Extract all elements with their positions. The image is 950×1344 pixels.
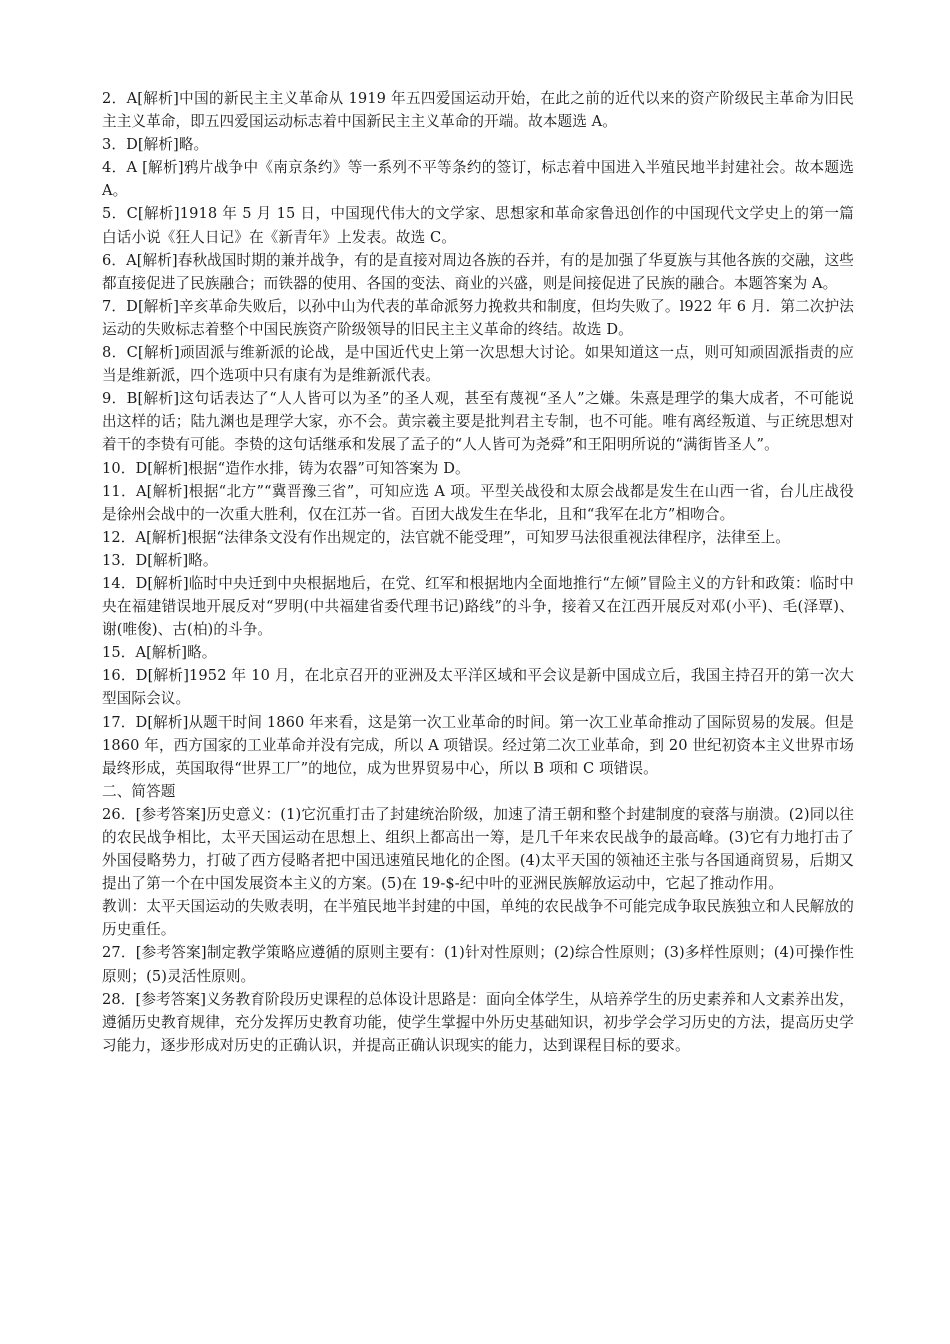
section-heading-short-answer: 二、简答题 [102, 782, 176, 800]
answer-26-lesson: 教训：太平天国运动的失败表明，在半殖民地半封建的中国，单纯的农民战争不可能完成争取民族独立和人民解放的历史重任。 [102, 898, 854, 939]
answer-4: 4．A [解析]鸦片战争中《南京条约》等一系列不平等条约的签订，标志着中国进入半殖民地半封建社会。故本题选 A。 [102, 159, 854, 200]
answer-10: 10．D[解析]根据“造作水排，铸为农器”可知答案为 D。 [102, 459, 470, 477]
answer-13: 13．D[解析]略。 [102, 551, 218, 569]
answer-16: 16．D[解析]1952 年 10 月，在北京召开的亚洲及太平洋区域和平会议是新中国成立后，我国主持召开的第一次大型国际会议。 [102, 667, 854, 708]
answer-26: 26．[参考答案]历史意义：(1)它沉重打击了封建统治阶级，加速了清王朝和整个封建制度的衰落与崩溃。(2)同以往的农民战争相比，太平天国运动在思想上、组织上都高出一筹，是几千年来农民战争的最高峰。(3)它有力地打击了外国侵略势力，打破了西方侵略者把中国迅速殖民地化的企图。(4)太平天国的领袖还主张与各国通商贸易，后期又提出了第一个在中国发展资本主义的方案。(5)在 19-$-纪中叶的亚洲民族解放运动中，它起了推动作用。 [102, 805, 854, 893]
answer-7: 7．D[解析]辛亥革命失败后，以孙中山为代表的革命派努力挽救共和制度，但均失败了。l922 年 6 月．第二次护法运动的失败标志着整个中国民族资产阶级领导的旧民主主义革命的终结。故选 D。 [102, 297, 854, 338]
answer-15: 15．A[解析]略。 [102, 644, 217, 662]
answer-17: 17．D[解析]从题干时间 1860 年来看，这是第一次工业革命的时间。第一次工业革命推动了国际贸易的发展。但是 1860 年，西方国家的工业革命并没有完成，所以 A 项错误。经过第二次工业革命，到 20 世纪初资本主义世界市场最终形成，英国取得“世界工厂”的地位，成为世界贸易中心，所以 B 项和 C 项错误。 [102, 713, 854, 777]
answer-9: 9．B[解析]这句话表达了“人人皆可以为圣”的圣人观，甚至有蔑视“圣人”之嫌。朱熹是理学的集大成者，不可能说出这样的话；陆九渊也是理学大家，亦不会。黄宗羲主要是批判君主专制，也不可能。唯有离经叛道、与正统思想对着干的李贽有可能。李贽的这句话继承和发展了孟子的“人人皆可为尧舜”和王阳明所说的“满街皆圣人”。 [102, 390, 854, 454]
answer-12: 12．A[解析]根据“法律条文没有作出规定的，法官就不能受理”，可知罗马法很重视法律程序，法律至上。 [102, 528, 790, 546]
answer-11: 11．A[解析]根据“北方”“冀晋豫三省”，可知应选 A 项。平型关战役和太原会战都是发生在山西一省，台儿庄战役是徐州会战中的一次重大胜利，仅在江苏一省。百团大战发生在华北，且和“我军在北方”相吻合。 [102, 482, 854, 523]
answer-28: 28．[参考答案]义务教育阶段历史课程的总体设计思路是：面向全体学生，从培养学生的历史素养和人文素养出发，遵循历史教育规律，充分发挥历史教育功能，使学生掌握中外历史基础知识，初步学会学习历史的方法，提高历史学习能力，逐步形成对历史的正确认识，并提高正确认识现实的能力，达到课程目标的要求。 [102, 990, 854, 1054]
answer-5: 5．C[解析]1918 年 5 月 15 日，中国现代伟大的文学家、思想家和革命家鲁迅创作的中国现代文学史上的第一篇白话小说《狂人日记》在《新青年》上发表。故选 C。 [102, 205, 854, 246]
answer-8: 8．C[解析]顽固派与维新派的论战，是中国近代史上第一次思想大讨论。如果知道这一点，则可知顽固派指责的应当是维新派，四个选项中只有康有为是维新派代表。 [102, 344, 854, 385]
answer-14: 14．D[解析]临时中央迁到中央根据地后，在党、红军和根据地内全面地推行“左倾”冒险主义的方针和政策：临时中央在福建错误地开展反对“罗明(中共福建省委代理书记)路线”的斗争，接着又在江西开展反对邓(小平)、毛(泽覃)、谢(唯俊)、古(柏)的斗争。 [102, 574, 854, 639]
answer-3: 3．D[解析]略。 [102, 136, 209, 154]
answer-27: 27．[参考答案]制定教学策略应遵循的原则主要有：(1)针对性原则；(2)综合性原则；(3)多样性原则；(4)可操作性原则；(5)灵活性原则。 [102, 944, 854, 985]
answer-text-block [102, 87, 854, 1057]
answer-2: 2．A[解析]中国的新民主主义革命从 1919 年五四爱国运动开始，在此之前的近代以来的资产阶级民主革命为旧民主主义革命，即五四爱国运动标志着中国新民主主义革命的开端。故本题选 A。 [102, 90, 854, 131]
answer-6: 6．A[解析]春秋战国时期的兼并战争，有的是直接对周边各族的吞并，有的是加强了华夏族与其他各族的交融，这些都直接促进了民族融合；而铁器的使用、各国的变法、商业的兴盛，则是间接促进了民族的融合。本题答案为 A。 [102, 251, 854, 292]
